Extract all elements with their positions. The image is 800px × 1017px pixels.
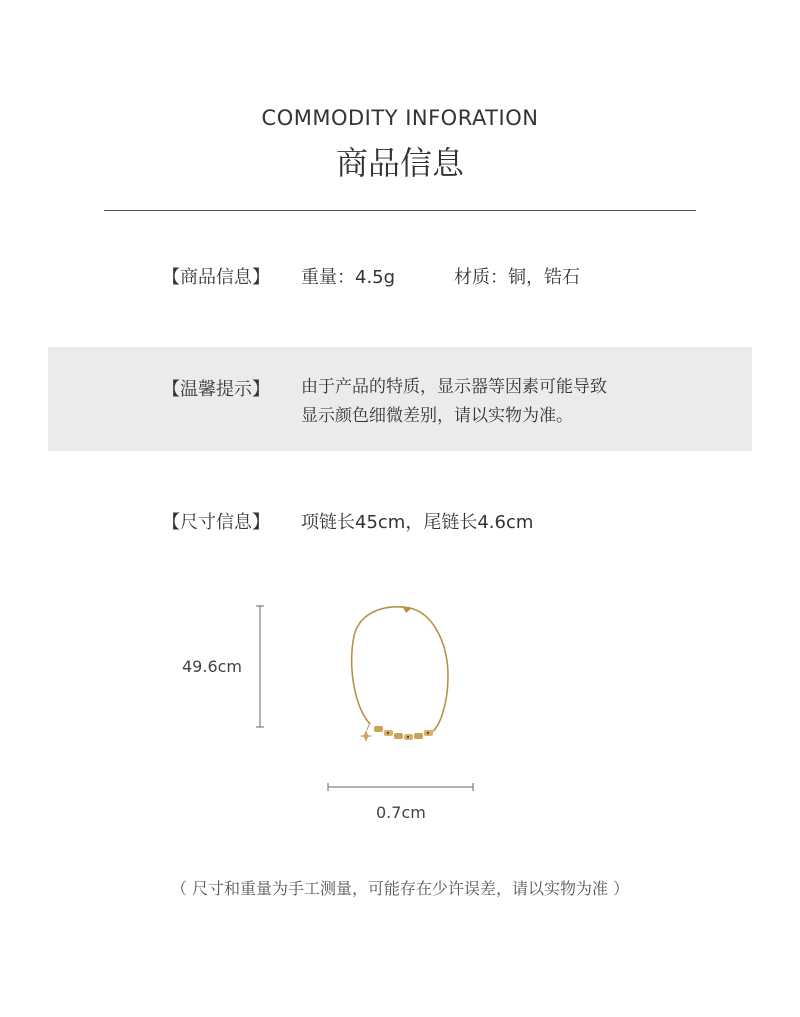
material-text: 材质：铜，锆石 <box>454 267 580 288</box>
bead-segment <box>374 726 433 740</box>
footnote: （ 尺寸和重量为手工测量，可能存在少许误差，请以实物为准 ） <box>170 879 630 898</box>
width-value: 0.7cm <box>376 803 426 822</box>
height-dimension-line <box>250 600 270 734</box>
notice-line-1: 由于产品的特质，显示器等因素可能导致 <box>301 377 607 397</box>
size-info-text: 项链长45cm，尾链长4.6cm <box>301 512 534 533</box>
height-value: 49.6cm <box>182 657 243 676</box>
product-info-label: 【商品信息】 <box>162 267 270 288</box>
title-english: COMMODITY INFORATION <box>261 106 539 130</box>
notice-line-2: 显示颜色细微差别，请以实物为准。 <box>301 406 573 426</box>
size-info-label: 【尺寸信息】 <box>162 512 270 533</box>
width-dimension-line <box>322 778 480 796</box>
title-chinese: 商品信息 <box>335 144 464 182</box>
necklace-image <box>340 596 460 746</box>
weight-text: 重量：4.5g <box>301 267 396 288</box>
notice-label: 【温馨提示】 <box>162 379 270 400</box>
header-divider <box>104 210 696 211</box>
star-pendant-icon <box>359 722 373 742</box>
